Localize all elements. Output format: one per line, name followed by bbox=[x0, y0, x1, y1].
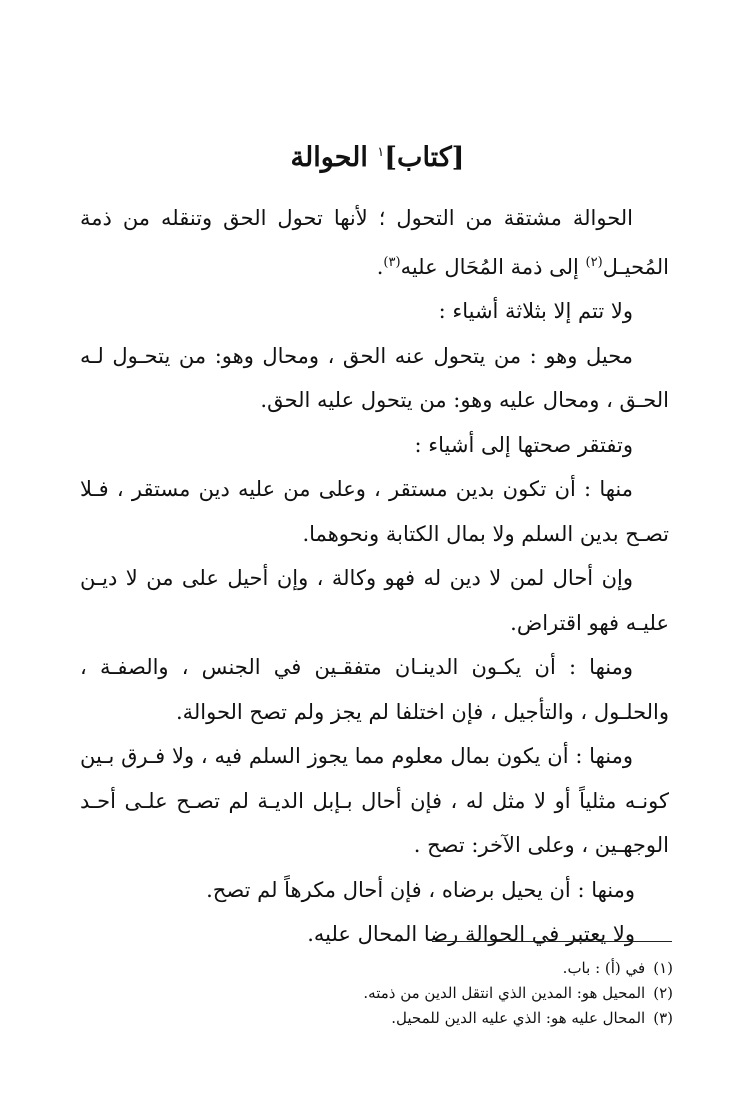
paragraph-end-mark: . bbox=[376, 254, 384, 279]
footnote-ref-2: (٢) bbox=[585, 254, 603, 270]
chapter-title-text: [كتاب] bbox=[384, 142, 465, 173]
paragraph-definition bbox=[80, 196, 669, 289]
paragraph-no-debt: وإن أحال لمن لا دين له فهو وكالة ، وإن أحيل على من لا ديـن عليـه فهو اقتراض. bbox=[80, 566, 669, 635]
footnote-ref-3: (٣) bbox=[383, 254, 401, 270]
footnote-number: (٢) bbox=[653, 984, 673, 1002]
paragraph-known-amount: ومنها : أن يكون بمال معلوم مما يجوز السلم فيه ، ولا فـرق بـين كونـه مثلياً أو لا مثل له ، فإن أحال بـإبل الديـة لم تصـح علـى أحـد الوجهـين ، وعلى الآخر: تصح . bbox=[80, 744, 669, 857]
paragraph-stable-debt: منها : أن تكون بدين مستقر ، وعلى من عليه دين مستقر ، فـلا تصـح بدين السلم ولا بمال الكتابة ونحوهما. bbox=[80, 477, 669, 546]
paragraph-text-tail: إلى ذمة المُحَال عليه bbox=[400, 254, 586, 279]
chapter-title bbox=[0, 128, 755, 183]
footnote-item bbox=[173, 981, 673, 1006]
footnote-number: (١) bbox=[653, 959, 673, 977]
footnote-item bbox=[173, 1006, 673, 1031]
paragraph-no-consent-required: ولا يعتبر في الحوالة رضا المحال عليه. bbox=[307, 922, 635, 946]
footnote-text: المحيل هو: المدين الذي انتقل الدين من ذمته. bbox=[363, 984, 646, 1002]
paragraph-conditions-intro: ولا تتم إلا بثلاثة أشياء : bbox=[438, 299, 633, 323]
footnote-text: المحال عليه هو: الذي عليه الدين للمحيل. bbox=[391, 1009, 646, 1027]
footnotes bbox=[173, 956, 673, 1031]
paragraph-matching-debts: ومنها : أن يكـون الدينـان متفقـين في الجنس ، والصفـة ، والحلـول ، والتأجيل ، فإن اختلفا لم يجز ولم تصح الحوالة. bbox=[80, 655, 669, 724]
footnote-number: (٣) bbox=[653, 1009, 673, 1027]
paragraph-text: الحوالة مشتقة من التحول ؛ لأنها تحول الحق وتنقله من ذمة المُحيـل bbox=[80, 206, 669, 279]
footnote-divider bbox=[432, 941, 672, 942]
paragraph-parties: محيل وهو : من يتحول عنه الحق ، ومحال وهو: من يتحـول لـه الحـق ، ومحال عليه وهو: من يتحول عليه الحق. bbox=[80, 343, 669, 412]
footnote-item bbox=[173, 956, 673, 981]
footnote-text: في (أ) : باب. bbox=[562, 959, 646, 977]
body-text bbox=[80, 196, 669, 957]
paragraph-consent: ومنها : أن يحيل برضاه ، فإن أحال مكرهاً لم تصح. bbox=[206, 877, 635, 902]
footnote-ref-1: ١ bbox=[377, 145, 385, 160]
chapter-title-subject: الحوالة bbox=[290, 142, 378, 173]
paragraph-requirements-intro: وتفتقر صحتها إلى أشياء : bbox=[414, 432, 633, 457]
